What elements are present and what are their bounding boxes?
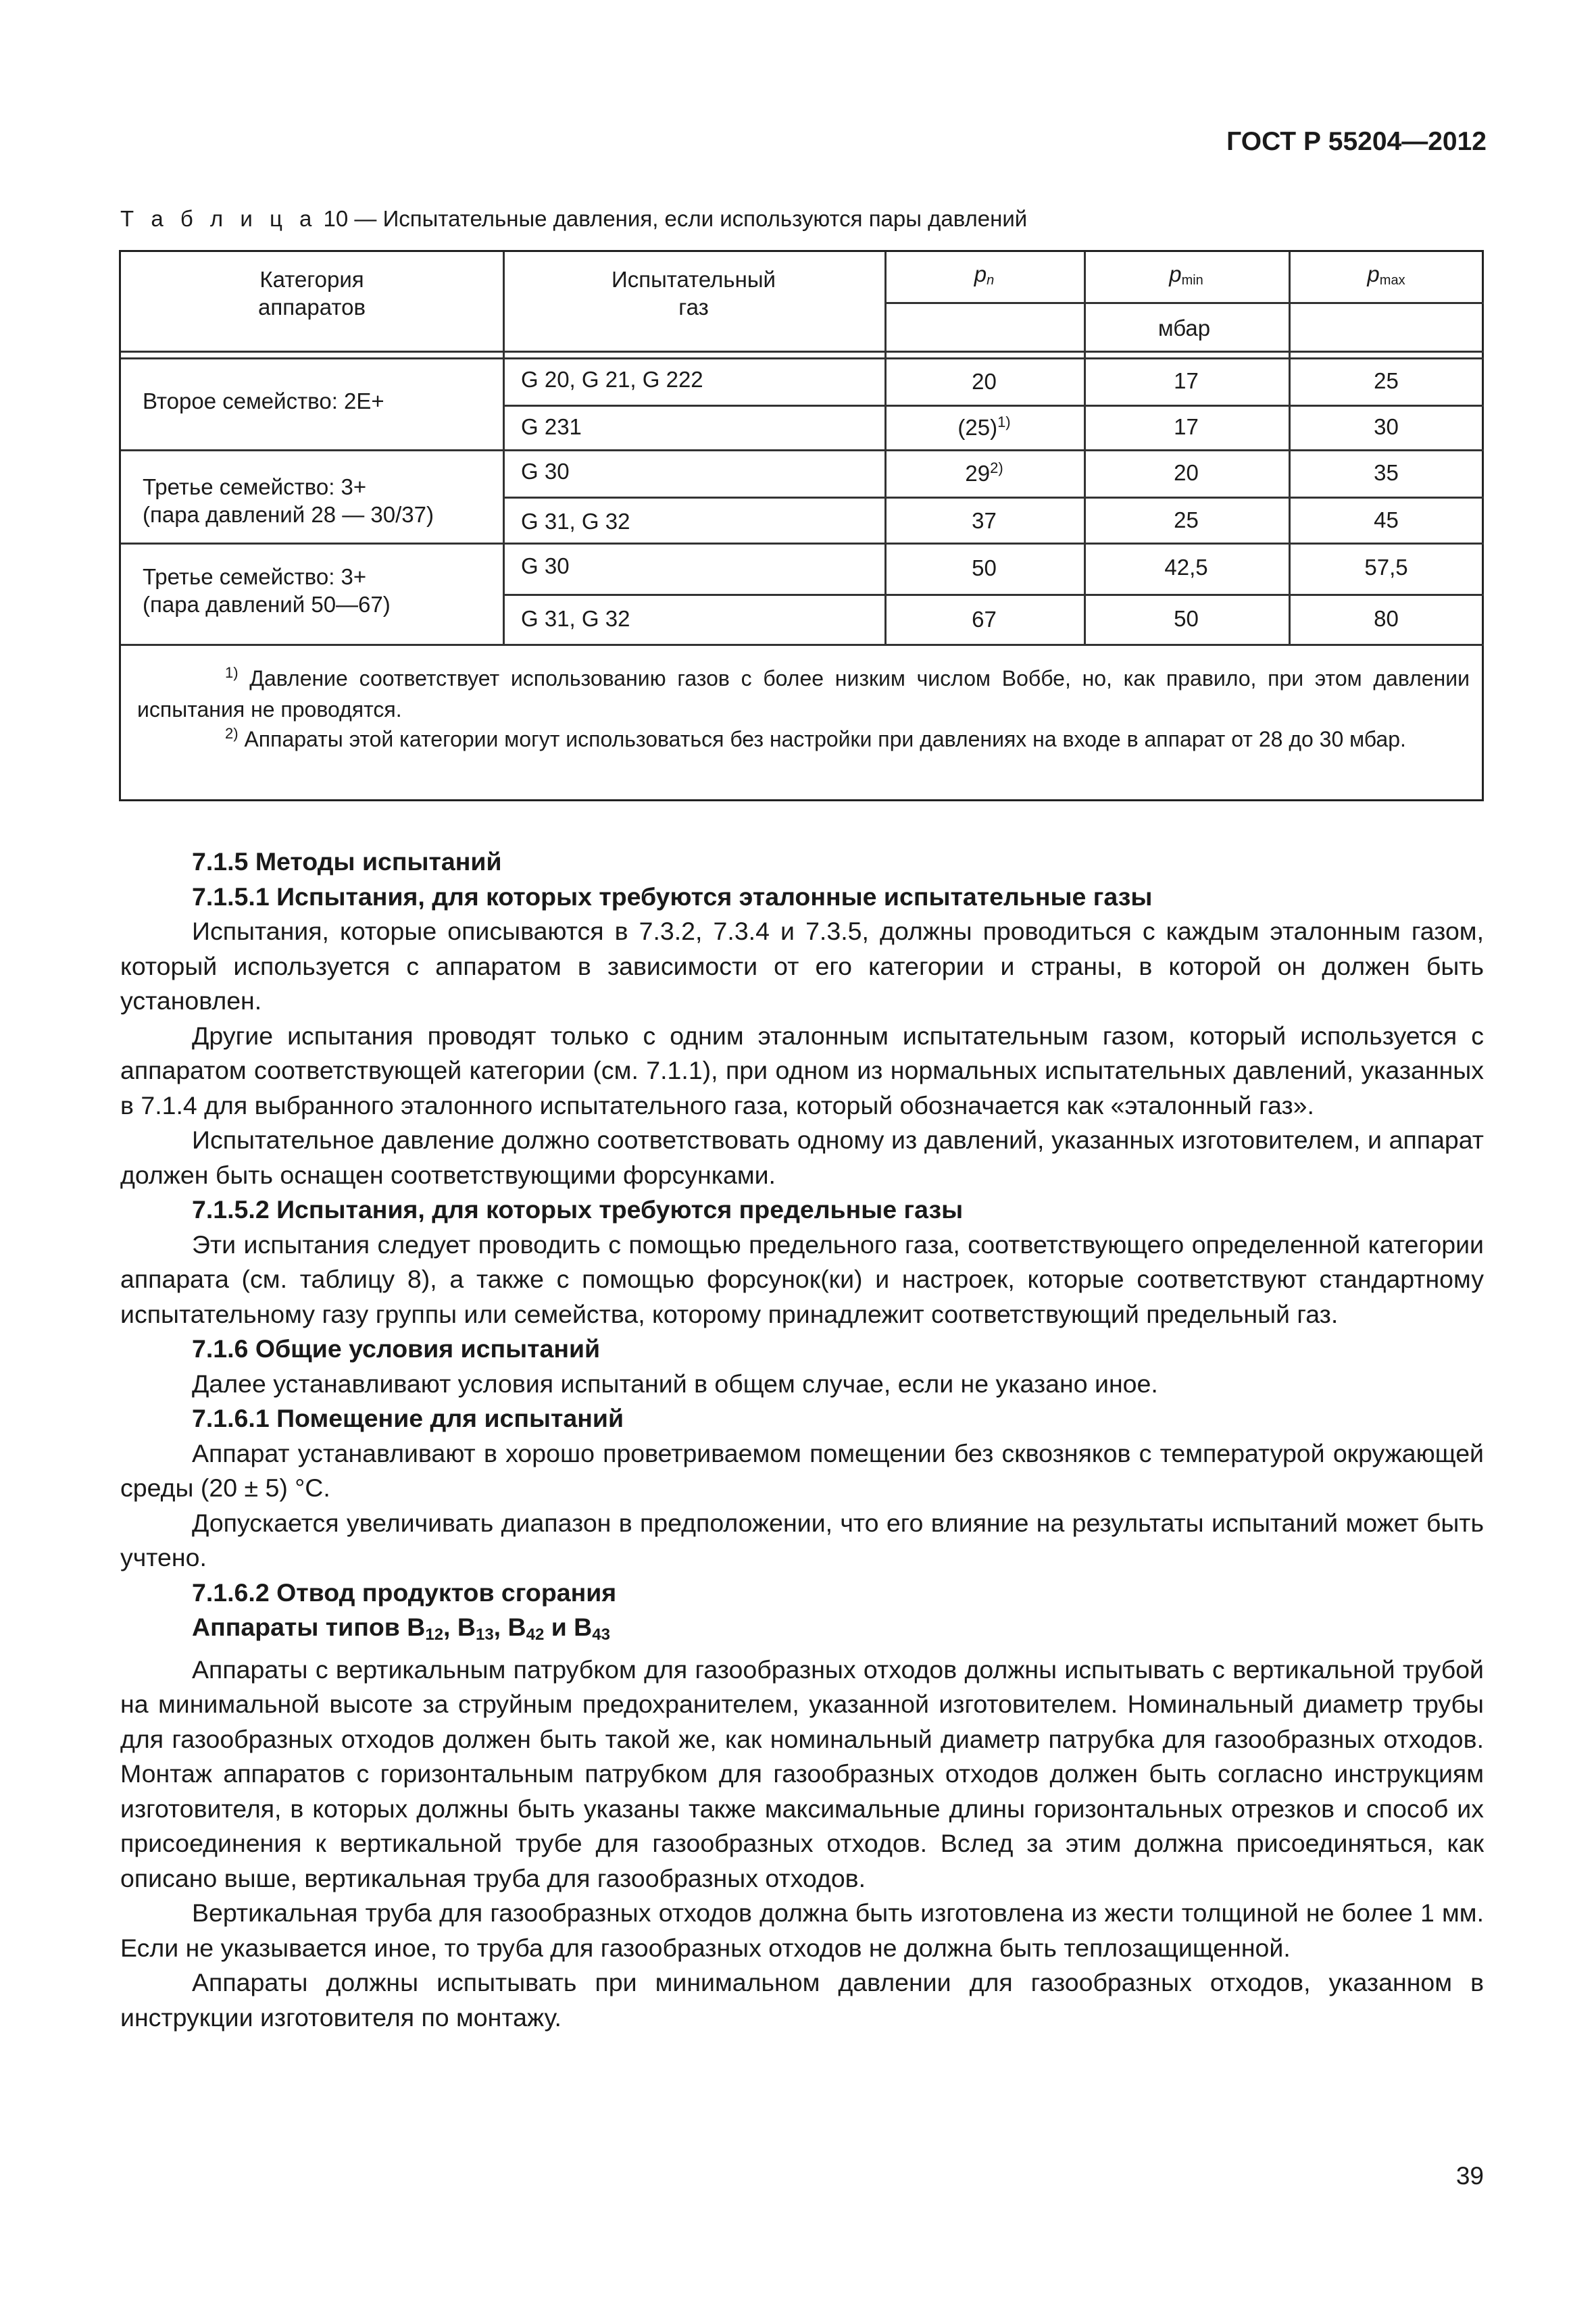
gas-cell: G 31, G 32 xyxy=(521,509,630,534)
table-grid-line xyxy=(121,357,1484,359)
header-category-line2: аппаратов xyxy=(257,295,366,320)
pn-cell: 50 xyxy=(972,555,997,580)
table-grid-line xyxy=(884,302,1484,304)
table-footnote-1: $^{1)}$ Давление соответствует использованию газов с более низким числом Воббе, но, как правило, при этом давлении испытания не проводятся. xyxy=(137,664,1470,722)
pmax-cell: 45 xyxy=(1374,507,1399,532)
document-header: ГОСТ Р 55204—2012 xyxy=(1226,127,1487,156)
gas-cell: G 30 xyxy=(521,553,570,578)
paragraph: Вертикальная труба для газообразных отходов должна быть изготовлена из жести толщиной не более 1 мм. Если не указывается иное, то труба для газообразных отходов не должна быть теплозащищенной. xyxy=(120,1898,1484,1962)
group-label-line1: Третье семейство: 3+ xyxy=(143,474,367,499)
pmax-cell: 25 xyxy=(1374,368,1399,393)
paragraph: Аппараты должны испытывать при минимальном давлении для газообразных отходов, указанном в инструкции изготовителя по монтажу. xyxy=(120,1968,1484,2032)
section-heading-7-1-6-1: 7.1.6.1 Помещение для испытаний xyxy=(192,1404,624,1432)
group-label-line2: (пара давлений 50—67) xyxy=(143,592,391,618)
group-third-family-50-67 xyxy=(143,563,391,619)
table-grid-line xyxy=(503,497,1484,499)
paragraph: Далее устанавливают условия испытаний в общем случае, если не указано иное. xyxy=(192,1369,1158,1398)
table-caption xyxy=(120,206,1027,232)
table-grid-line xyxy=(121,449,1484,451)
pmin-cell: 17 xyxy=(1174,368,1199,393)
header-pn-symbol: p xyxy=(974,261,987,286)
page-number: 39 xyxy=(1455,2162,1484,2190)
section-heading-7-1-5-1: 7.1.5.1 Испытания, для которых требуются эталонные испытательные газы xyxy=(192,882,1153,911)
paragraph: Аппарат устанавливают в хорошо проветриваемом помещении без сквозняков с температурой окружающей среды (20 ± 5) °С. xyxy=(120,1438,1484,1502)
group-label-line1: Третье семейство: 3+ xyxy=(143,564,367,589)
header-unit: мбар xyxy=(1157,316,1211,341)
gas-cell: G 20, G 21, G 222 xyxy=(521,367,703,392)
paragraph: Испытательное давление должно соответствовать одному из давлений, указанных изготовителем, и аппарат должен быть оснащен соответствующими форсунками. xyxy=(120,1126,1484,1189)
header-pmax-symbol: p xyxy=(1367,261,1380,286)
body-text xyxy=(120,845,1484,2035)
header-pmin-symbol: p xyxy=(1169,261,1182,286)
paragraph: Эти испытания следует проводить с помощью предельного газа, соответствующего определенной категории аппарата (см. таблицу 8), а также с помощью форсунок(ки) и настроек, которые соответствуют стандартному испытательному газу группы или семейства, которому принадлежит соответствующий предельный газ. xyxy=(120,1230,1484,1328)
pn-cell: 37 xyxy=(972,508,997,533)
group-label-line2: (пара давлений 28 — 30/37) xyxy=(143,502,434,528)
section-heading-7-1-6: 7.1.6 Общие условия испытаний xyxy=(192,1334,601,1363)
header-category xyxy=(121,266,503,322)
header-pn xyxy=(884,260,1084,289)
pmax-cell: 57,5 xyxy=(1364,555,1408,580)
header-pmin-subscript: min xyxy=(1181,273,1203,288)
table-grid-line xyxy=(121,543,1484,545)
table-grid-line xyxy=(121,644,1484,646)
header-test-gas xyxy=(503,266,884,322)
gas-cell: G 30 xyxy=(521,459,570,484)
pmin-cell: 42,5 xyxy=(1164,555,1208,580)
header-pmin xyxy=(1084,260,1289,289)
pmin-cell: 20 xyxy=(1174,460,1199,485)
pressure-table xyxy=(119,250,1484,801)
subheading-appliance-types: Аппараты типов В12, В13, В42 и В43 xyxy=(192,1613,610,1644)
table-grid-line xyxy=(121,351,1484,353)
section-heading-7-1-5-2: 7.1.5.2 Испытания, для которых требуются предельные газы xyxy=(192,1195,964,1224)
pmin-cell: 50 xyxy=(1174,606,1199,631)
table-grid-line xyxy=(503,594,1484,596)
gas-cell: G 231 xyxy=(521,414,582,439)
header-pmax xyxy=(1289,260,1484,289)
pmax-cell: 35 xyxy=(1374,460,1399,485)
paragraph: Испытания, которые описываются в 7.3.2, 7.3.4 и 7.3.5, должны проводиться с каждым эталонным газом, который используется с аппаратом в зависимости от его категории и страны, в которой он должен быть установлен. xyxy=(120,917,1484,1015)
section-heading-7-1-6-2: 7.1.6.2 Отвод продуктов сгорания xyxy=(192,1578,617,1607)
group-third-family-28-37 xyxy=(143,473,434,529)
table-footnote-2: $^{2)}$ Аппараты этой категории могут использоваться без настройки при давлениях на входе в аппарат от 28 до 30 мбар. xyxy=(225,725,1406,751)
table-grid-line xyxy=(503,405,1484,407)
header-category-line1: Категория xyxy=(259,267,364,292)
paragraph: Аппараты с вертикальным патрубком для газообразных отходов должны испытывать с вертикальной трубой на минимальной высоте за струйным предохранителем, указанной изготовителем. Номинальный диаметр трубы для газообразных отходов должен быть такой же, как номинальный диаметр патрубка для газообразных отходов. Монтаж аппаратов с горизонтальным патрубком для газообразных отходов должен быть согласно инструкциям изготовителя, в которых должны быть указаны также максимальные длины горизонтальных отрезков и способ их присоединения к вертикальной трубе для газообразных отходов. Вслед за этим должна присоединяться, как описано выше, вертикальная труба для газообразных отходов. xyxy=(120,1655,1484,1892)
header-pmax-subscript: max xyxy=(1379,273,1405,288)
pn-cell: 20 xyxy=(972,369,997,394)
pmax-cell: 30 xyxy=(1374,414,1399,439)
pmin-cell: 25 xyxy=(1174,507,1199,532)
header-pn-subscript: n xyxy=(987,273,995,288)
pmax-cell: 80 xyxy=(1374,606,1399,631)
paragraph: Другие испытания проводят только с одним эталонным испытательным газом, который используется с аппаратом соответствующей категории (см. 7.1.1), при одном из нормальных испытательных давлений, указанных в 7.1.4 для выбранного эталонного испытательного газа, который обозначается как «эталонный газ». xyxy=(120,1021,1484,1120)
pn-cell: $(25)^{1)}$ xyxy=(957,413,1011,440)
table-caption-prefix: Т а б л и ц а xyxy=(120,206,318,231)
table-caption-text: 10 — Испытательные давления, если используются пары давлений xyxy=(317,206,1028,231)
section-heading-7-1-5: 7.1.5 Методы испытаний xyxy=(192,847,502,876)
paragraph: Допускается увеличивать диапазон в предположении, что его влияние на результаты испытаний может быть учтено. xyxy=(120,1508,1484,1571)
header-test-gas-line1: Испытательный xyxy=(611,267,776,292)
pn-cell: 29$^{2)}$ xyxy=(965,459,1003,486)
pn-cell: 67 xyxy=(972,607,997,632)
header-test-gas-line2: газ xyxy=(678,295,709,320)
pmin-cell: 17 xyxy=(1174,414,1199,439)
gas-cell: G 31, G 32 xyxy=(521,606,630,631)
group-second-family: Второе семейство: 2Е+ xyxy=(143,388,384,413)
